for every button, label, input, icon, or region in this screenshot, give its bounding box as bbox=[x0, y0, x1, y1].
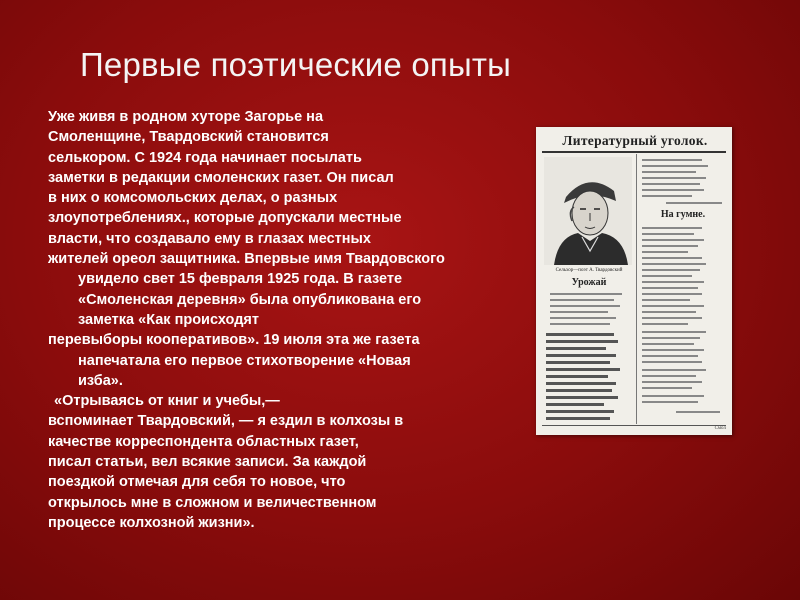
text-line bbox=[642, 349, 704, 351]
text-line bbox=[642, 233, 694, 235]
quote-line: процессе колхозной жизни». bbox=[48, 514, 255, 531]
text-line bbox=[642, 227, 702, 229]
text-line bbox=[642, 245, 698, 247]
text-line bbox=[546, 382, 616, 385]
quote-line: открылось мне в сложном и величественном bbox=[48, 494, 377, 511]
text-line bbox=[642, 317, 702, 319]
body-line: злоупотреблениях., которые допускали местные bbox=[48, 210, 402, 227]
text-line bbox=[642, 239, 704, 241]
portrait-caption: Сельхор—поэт А. Твардовский bbox=[555, 268, 623, 273]
column-divider bbox=[636, 154, 637, 424]
clipping-header: Литературный уголок. bbox=[562, 133, 708, 148]
body-line: увидело свет 15 февраля 1925 года. В газете bbox=[78, 271, 403, 288]
text-line bbox=[550, 317, 616, 319]
clipping-rule bbox=[542, 151, 726, 153]
text-line bbox=[642, 287, 698, 289]
text-line bbox=[642, 299, 690, 301]
text-line bbox=[550, 293, 622, 295]
body-line: изба». bbox=[78, 372, 123, 389]
body-line: в них о комсомольских делах, о разных bbox=[48, 190, 338, 207]
text-line bbox=[546, 354, 616, 357]
text-line bbox=[642, 195, 692, 197]
text-line bbox=[546, 389, 612, 392]
body-line: заметки в редакции смоленских газет. Он писал bbox=[48, 169, 394, 186]
body-line: напечатала его первое стихотворение «Новая bbox=[78, 352, 411, 369]
poem-title-right: На гумне. bbox=[660, 209, 706, 220]
text-line bbox=[642, 189, 704, 191]
text-line bbox=[676, 411, 720, 413]
text-line bbox=[546, 333, 614, 336]
text-line bbox=[550, 299, 614, 301]
text-line bbox=[642, 401, 698, 403]
text-line bbox=[642, 311, 696, 313]
body-line: заметка «Как происходят bbox=[78, 311, 259, 328]
text-line bbox=[642, 375, 696, 377]
text-line bbox=[642, 343, 694, 345]
text-line bbox=[550, 311, 608, 313]
text-line bbox=[546, 417, 610, 420]
text-line bbox=[642, 183, 700, 185]
quote-line: «Отрываясь от книг и учебы,— bbox=[54, 393, 280, 410]
text-line bbox=[546, 340, 618, 343]
slide-body bbox=[48, 107, 608, 533]
text-line bbox=[642, 381, 702, 383]
text-line bbox=[546, 396, 618, 399]
text-line bbox=[546, 375, 608, 378]
text-line bbox=[642, 293, 702, 295]
text-line bbox=[550, 323, 610, 325]
portrait-illustration bbox=[544, 157, 632, 265]
newspaper-clipping-image bbox=[536, 127, 732, 435]
text-line bbox=[546, 361, 610, 364]
clipping-rule bbox=[542, 425, 726, 426]
clipping-footer: Смол bbox=[714, 426, 726, 431]
quote-line: поездкой отмечая для себя то новое, что bbox=[48, 474, 346, 491]
body-line: Смоленщине, Твардовский становится bbox=[48, 129, 329, 146]
text-line bbox=[642, 355, 698, 357]
text-line bbox=[642, 387, 692, 389]
text-line bbox=[642, 257, 702, 259]
text-line bbox=[642, 263, 706, 265]
text-line bbox=[546, 403, 604, 406]
text-line bbox=[642, 337, 700, 339]
body-line: перевыборы кооперативов». 19 июля эта же газета bbox=[48, 332, 420, 349]
text-line bbox=[642, 177, 706, 179]
text-line bbox=[642, 281, 704, 283]
text-line bbox=[642, 159, 702, 161]
text-line bbox=[642, 275, 692, 277]
text-line bbox=[642, 369, 706, 371]
text-line bbox=[642, 331, 706, 333]
text-line bbox=[642, 305, 704, 307]
text-line bbox=[642, 269, 700, 271]
quote-line: писал статьи, вел всякие записи. За каждой bbox=[48, 454, 367, 471]
text-line bbox=[546, 347, 606, 350]
body-line: селькором. С 1924 года начинает посылать bbox=[48, 149, 362, 166]
text-line bbox=[642, 165, 708, 167]
text-line bbox=[642, 323, 688, 325]
text-line bbox=[642, 251, 688, 253]
body-line: «Смоленская деревня» была опубликована его bbox=[78, 291, 422, 308]
quote-line: качестве корреспондента областных газет, bbox=[48, 433, 359, 450]
quote-line: вспоминает Твардовский, — я ездил в колхозы в bbox=[48, 413, 404, 430]
slide-title: Первые поэтические опыты bbox=[80, 46, 512, 83]
poem-title-left: Урожай bbox=[571, 277, 607, 288]
body-line: Уже живя в родном хуторе Загорье на bbox=[48, 109, 324, 125]
text-line bbox=[642, 361, 702, 363]
text-line bbox=[550, 305, 620, 307]
text-line bbox=[546, 368, 620, 371]
text-line bbox=[642, 395, 704, 397]
text-line bbox=[546, 410, 614, 413]
text-line bbox=[666, 202, 722, 204]
text-line bbox=[642, 171, 696, 173]
body-line: власти, что создавало ему в глазах местных bbox=[48, 230, 371, 247]
body-line: жителей ореол защитника. Впервые имя Твардовского bbox=[48, 251, 445, 268]
